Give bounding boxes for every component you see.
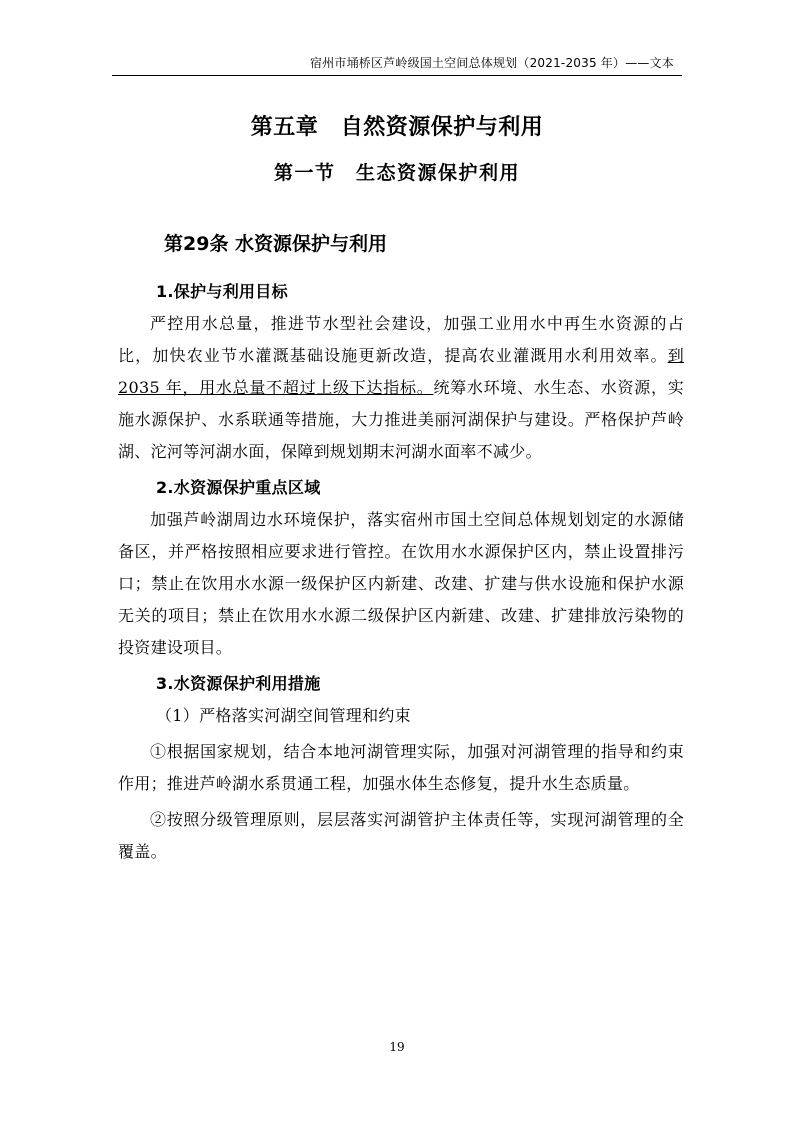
paragraph-key-areas: 加强芦岭湖周边水环境保护，落实宿州市国土空间总体规划划定的水源储备区，并严格按照相应要求进行管控。在饮用水水源保护区内，禁止设置排污口；禁止在饮用水水源一级保护区内新建、改建、扩建与供水设施和保护水源无关的项目；禁止在饮用水水源二级保护区内新建、改建、扩建排放污染物的投资建设项目。: [118, 510, 684, 657]
article-title: 第29条 水资源保护与利用: [164, 233, 388, 255]
subheading-river-lake: （1）严格落实河湖空间管理和约束: [156, 706, 411, 725]
paragraph-measure-1: ①根据国家规划，结合本地河湖管理实际，加强对河湖管理的指导和约束作用；推进芦岭湖水系贯通工程，加强水体生态修复，提升水生态质量。: [118, 742, 684, 793]
paragraph-goals-text-a: 严控用水总量，推进节水型社会建设，加强工业用水中再生水资源的占比，加快农业节水灌溉基础设施更新改造，提高农业灌溉用水利用效率。: [118, 314, 684, 365]
paragraph-measure-2: ②按照分级管理原则，层层落实河湖管护主体责任等，实现河湖管理的全覆盖。: [118, 810, 684, 861]
paragraph-goals: [118, 308, 684, 468]
heading-measures: 3.水资源保护利用措施: [156, 674, 321, 693]
chapter-title: 第五章 自然资源保护与利用: [250, 115, 544, 140]
heading-key-areas: 2.水资源保护重点区域: [156, 478, 321, 497]
document-body: [118, 276, 684, 868]
section-title: 第一节 生态资源保护利用: [273, 162, 520, 184]
page-number: 19: [389, 1040, 405, 1054]
paragraph-goals-text-c: 统筹水环境、水生态、水资源，实施水源保护、水系联通等措施，大力推进美丽河湖保护与建设。严格保护芦岭湖、沱河等河湖水面，保障到规划期末河湖水面率不减少。: [118, 378, 684, 461]
running-header: 宿州市埇桥区芦岭级国土空间总体规划（2021-2035 年）——文本: [309, 56, 674, 70]
underlined-target: 到 2035 年，用水总量不超过上级下达指标。: [118, 346, 684, 397]
header-rule: [112, 75, 682, 76]
heading-goals: 1.保护与利用目标: [156, 282, 288, 301]
